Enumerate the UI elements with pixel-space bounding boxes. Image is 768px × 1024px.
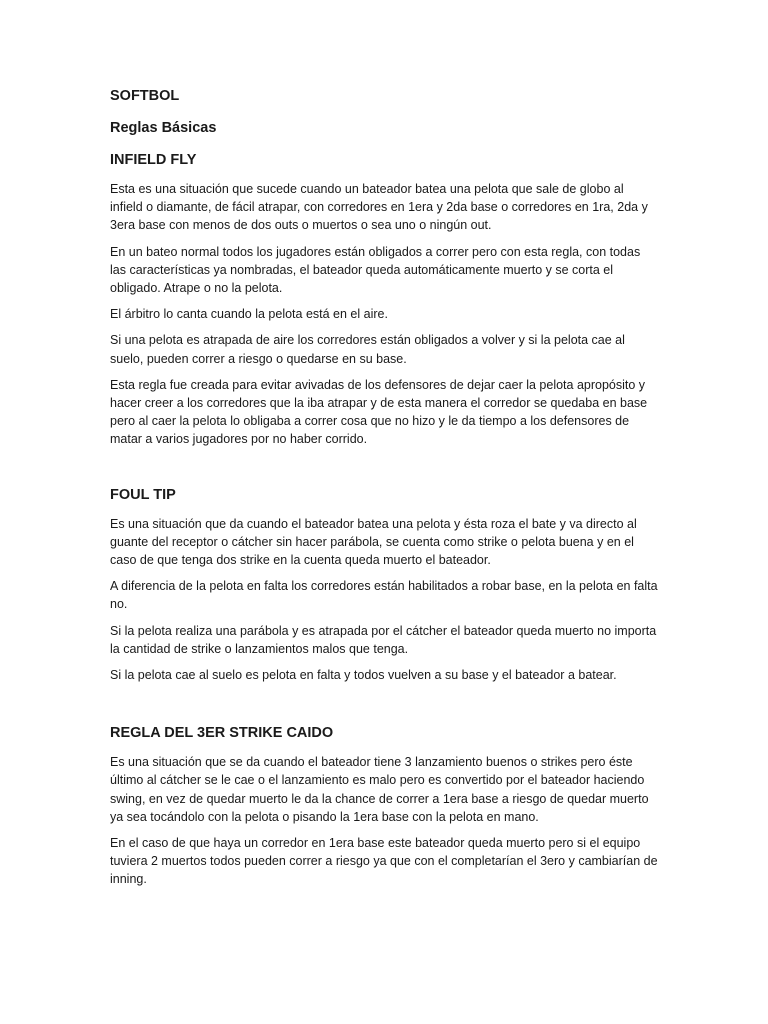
paragraph: En el caso de que haya un corredor en 1era base este bateador queda muerto pero si el equipo tuviera 2 muertos todos pueden correr a riesgo ya que con el completarían el 3ero y cambiarían de inning. bbox=[110, 836, 658, 887]
section-heading: INFIELD FLY bbox=[110, 152, 197, 168]
document-subtitle: Reglas Básicas bbox=[110, 120, 217, 136]
paragraph: Si la pelota cae al suelo es pelota en falta y todos vuelven a su base y el bateador a batear. bbox=[110, 668, 617, 683]
section-heading: REGLA DEL 3ER STRIKE CAIDO bbox=[110, 725, 334, 742]
paragraph: El árbitro lo canta cuando la pelota está en el aire. bbox=[110, 307, 388, 322]
section-tercer-strike-caido bbox=[110, 723, 658, 888]
paragraph: Es una situación que da cuando el bateador batea una pelota y ésta roza el bate y va directo al guante del receptor o cátcher sin hacer parábola, se cuenta como strike o pelota buena y en el caso de que tenga dos strike en la cuenta queda muerto el bateador. bbox=[110, 516, 637, 568]
paragraph: En un bateo normal todos los jugadores están obligados a correr pero con esta regla, con todas las características ya nombradas, el bateador queda automáticamente muerto y se corta el obligado. Atrape o no la pelota. bbox=[110, 244, 641, 296]
paragraph: Si una pelota es atrapada de aire los corredores están obligados a volver y si la pelota cae al suelo, pueden correr a riesgo o quedarse en su base. bbox=[110, 333, 625, 366]
paragraph: A diferencia de la pelota en falta los corredores están habilitados a robar base, en la pelota en falta no. bbox=[110, 579, 658, 612]
paragraph: Si la pelota realiza una parábola y es atrapada por el cátcher el bateador queda muerto no importa la cantidad de strike o lanzamientos malos que tenga. bbox=[110, 623, 657, 656]
section-heading: FOUL TIP bbox=[110, 486, 176, 503]
section-infield-fly bbox=[110, 150, 658, 449]
paragraph: Esta regla fue creada para evitar avivadas de los defensores de dejar caer la pelota apropósito y hacer creer a los corredores que la iba atrapar y de esta manera el corredor se quedaba en base pero al caer la pelota lo obligaba a correr cosa que no hizo y le da tiempo a los defensores de matar a varios jugadores por no haber corrido. bbox=[110, 377, 648, 447]
document-title: SOFTBOL bbox=[110, 88, 180, 104]
section-foul-tip bbox=[110, 485, 658, 685]
paragraph: Esta es una situación que sucede cuando un bateador batea una pelota que sale de globo al infield o diamante, de fácil atrapar, con corredores en 1era y 2da base o corredores en 1ra, 2da y 3era base con menos de dos outs o muertos o sea uno o ningún out. bbox=[110, 182, 648, 233]
document-body bbox=[110, 86, 658, 889]
paragraph: Es una situación que se da cuando el bateador tiene 3 lanzamiento buenos o strikes pero éste último al cátcher se le cae o el lanzamiento es malo pero es convertido por el bateador haciendo swing, en vez de quedar muerto le da la chance de correr a 1era base a riesgo de quedar muerto ya sea tocándolo con la pelota o pisando la 1era base con la pelota en mano. bbox=[110, 755, 649, 824]
